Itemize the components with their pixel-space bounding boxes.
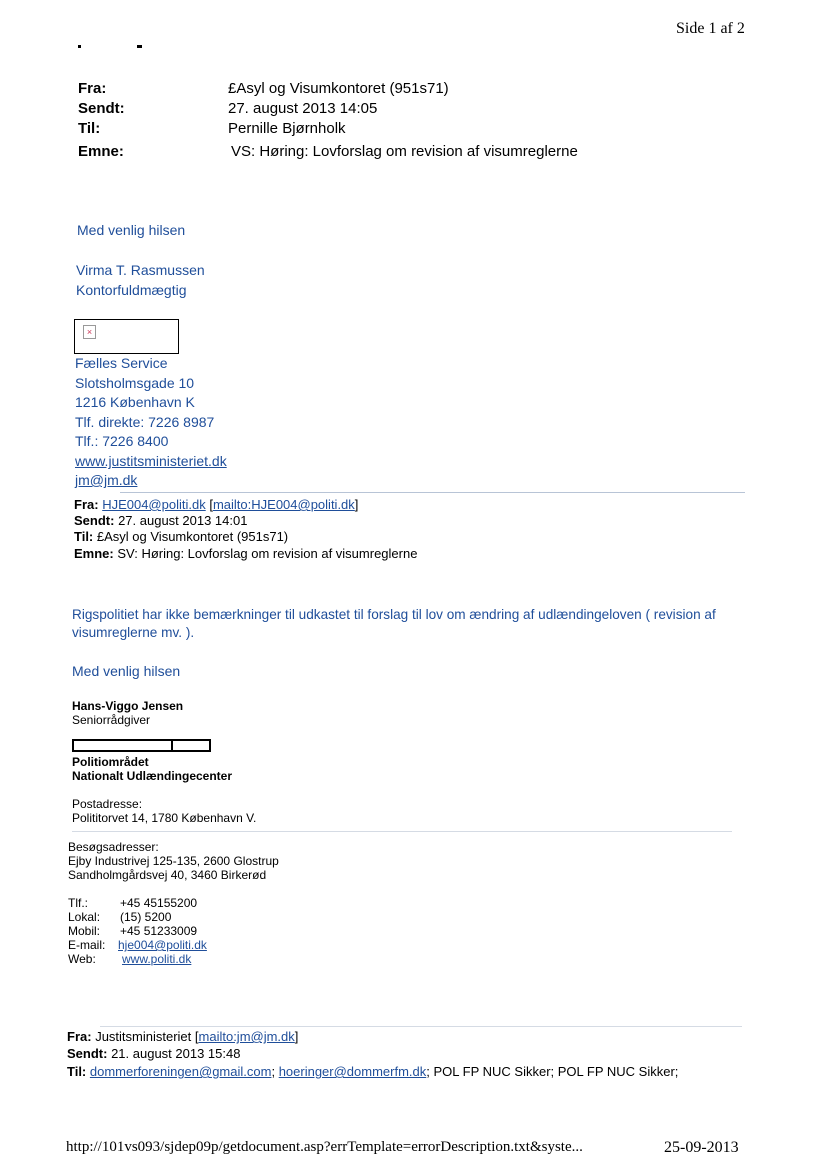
email-link[interactable]: jm@jm.dk — [75, 472, 138, 488]
footer-url: http://101vs093/sjdep09p/getdocument.asp?errTemplate=errorDescription.txt&syste... — [66, 1139, 583, 1155]
divider — [100, 1026, 742, 1027]
sent-line — [67, 1046, 240, 1061]
lokal-value: (15) 5200 — [120, 910, 172, 924]
signature-street: Slotsholmsgade 10 — [75, 375, 195, 391]
broken-image-icon: × — [83, 325, 96, 339]
web-link[interactable]: www.politi.dk — [122, 952, 192, 966]
mailto-link[interactable]: mailto:jm@jm.dk — [198, 1029, 295, 1044]
to-label: Til: — [78, 120, 101, 137]
subject-label: Emne: — [74, 546, 114, 561]
mobil-label: Mobil: — [68, 924, 101, 938]
signer-title: Seniorrådgiver — [72, 713, 151, 727]
footer-date: 25-09-2013 — [664, 1139, 739, 1156]
signer-name: Virma T. Rasmussen — [76, 262, 205, 278]
lokal-label: Lokal: — [68, 910, 101, 924]
subject-value: VS: Høring: Lovforslag om revision af visumreglerne — [231, 143, 578, 160]
tlf-value: +45 45155200 — [120, 896, 198, 910]
mailto-bracket-open: [ — [209, 497, 213, 512]
from-label: Fra: — [67, 1029, 92, 1044]
subject-value: SV: Høring: Lovforslag om revision af visumreglerne — [117, 546, 418, 561]
signer-title: Kontorfuldmægtig — [76, 282, 187, 298]
signer-name: Hans-Viggo Jensen — [72, 699, 184, 713]
from-address-link[interactable]: HJE004@politi.dk — [102, 497, 206, 512]
from-label: Fra: — [74, 497, 99, 512]
scan-mark-dot — [78, 45, 81, 48]
greeting: Med venlig hilsen — [72, 663, 181, 679]
mailto-bracket-open: [ — [194, 1029, 199, 1044]
postal-label: Postadresse: — [72, 797, 143, 811]
body-line-2: visumreglerne mv. ). — [72, 625, 195, 640]
from-label: Fra: — [78, 80, 107, 97]
greeting: Med venlig hilsen — [77, 222, 186, 238]
to-label: Til: — [67, 1064, 87, 1079]
mailto-bracket-close: ] — [294, 1029, 299, 1044]
visit-label: Besøgsadresser: — [68, 840, 159, 854]
signature-phone: Tlf.: 7226 8400 — [75, 433, 169, 449]
email-label: E-mail: — [68, 938, 106, 952]
to-label: Til: — [74, 529, 94, 544]
from-line — [74, 497, 358, 512]
sent-value: 27. august 2013 14:05 — [228, 100, 378, 117]
signature-city: 1216 København K — [75, 394, 195, 410]
from-value: £Asyl og Visumkontoret (951s71) — [228, 80, 449, 97]
to-line — [67, 1064, 678, 1079]
email-link[interactable]: hje004@politi.dk — [118, 938, 207, 952]
page-number: Side 1 af 2 — [676, 20, 745, 37]
from-name: Justitsministeriet — [95, 1029, 192, 1044]
subject-label: Emne: — [78, 143, 124, 160]
website-link[interactable]: www.justitsministeriet.dk — [75, 453, 227, 469]
visit-address-2: Sandholmgårdsvej 40, 3460 Birkerød — [68, 868, 267, 882]
to-value: Pernille Bjørnholk — [228, 120, 346, 137]
to-value: £Asyl og Visumkontoret (951s71) — [96, 529, 289, 544]
mailto-link[interactable]: mailto:HJE004@politi.dk — [212, 497, 355, 512]
body-line-1: Rigspolitiet har ikke bemærkninger til udkastet til forslag til lov om ændring af udlændingeloven ( revision af — [72, 607, 716, 622]
divider — [120, 492, 745, 493]
sent-label: Sendt: — [78, 100, 125, 117]
recipient-link-1[interactable]: dommerforeningen@gmail.com — [89, 1064, 272, 1079]
sent-value: 27. august 2013 14:01 — [118, 513, 248, 528]
signature-phone-direct: Tlf. direkte: 7226 8987 — [75, 414, 215, 430]
recipient-link-2[interactable]: hoeringer@dommerfm.dk — [278, 1064, 427, 1079]
visit-address-1: Ejby Industrivej 125-135, 2600 Glostrup — [68, 854, 279, 868]
org-line-2: Nationalt Udlændingecenter — [72, 769, 233, 783]
recipient-separator: ; — [271, 1064, 279, 1079]
mobil-value: +45 51233009 — [120, 924, 198, 938]
sent-label: Sendt: — [67, 1046, 108, 1061]
signature-dept: Fælles Service — [75, 355, 168, 371]
subject-line — [74, 546, 417, 561]
signature-divider — [72, 831, 732, 832]
web-label: Web: — [68, 952, 96, 966]
sent-line — [74, 513, 247, 528]
scan-mark-dash — [137, 45, 142, 48]
logo-bar-right — [171, 739, 211, 752]
mailto-bracket-close: ] — [354, 497, 359, 512]
sent-label: Sendt: — [74, 513, 115, 528]
to-line — [74, 529, 288, 544]
from-line — [67, 1029, 298, 1044]
postal-address: Polititorvet 14, 1780 København V. — [72, 811, 257, 825]
logo-placeholder-frame — [74, 319, 179, 354]
logo-bar-left — [72, 739, 173, 752]
org-line-1: Politiområdet — [72, 755, 149, 769]
recipient-rest: ; POL FP NUC Sikker; POL FP NUC Sikker; — [426, 1064, 679, 1079]
tlf-label: Tlf.: — [68, 896, 88, 910]
sent-value: 21. august 2013 15:48 — [111, 1046, 241, 1061]
